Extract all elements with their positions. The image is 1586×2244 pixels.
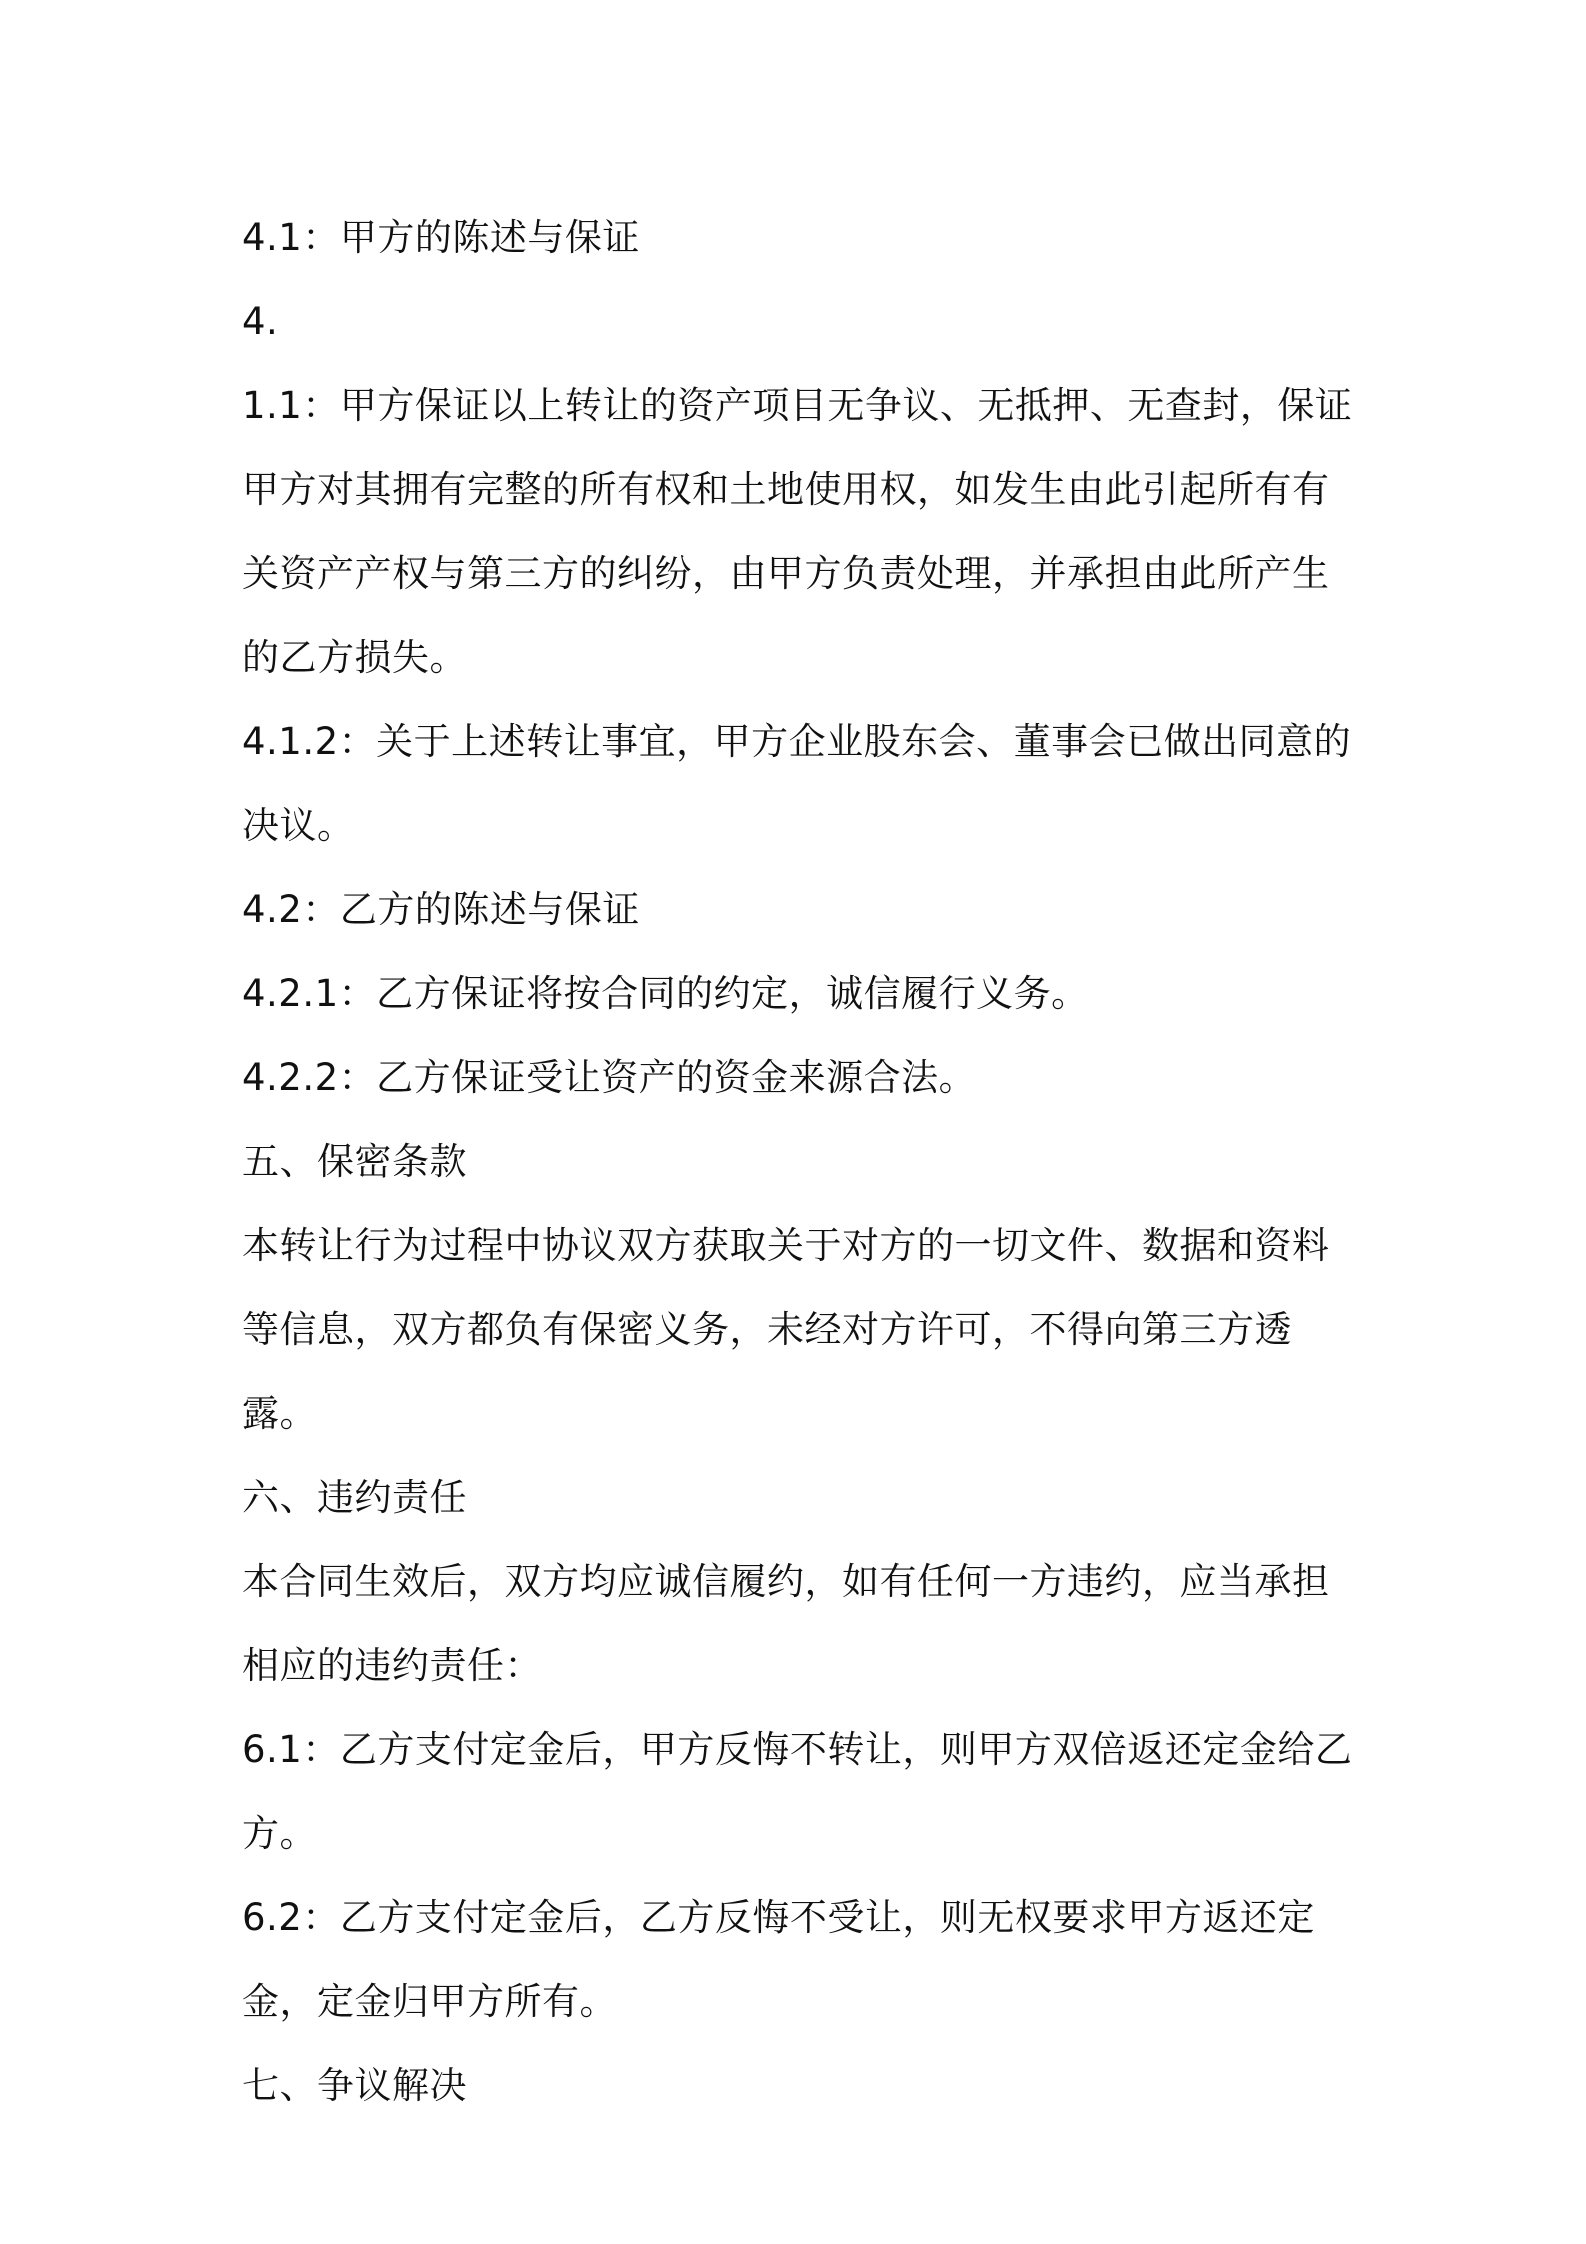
clause-6-2-text: 6.2：乙方支付定金后，乙方反悔不受让，则无权要求甲方返还定金，定金归甲方所有。: [242, 1896, 1315, 2023]
clause-6-1-text: 6.1：乙方支付定金后，甲方反悔不转让，则甲方双倍返还定金给乙方。: [242, 1728, 1353, 1855]
clause-4-1-2-text: 4.1.2：关于上述转让事宜，甲方企业股东会、董事会已做出同意的决议。: [242, 720, 1352, 847]
clause-4-1-heading: 4.1：甲方的陈述与保证: [242, 216, 640, 259]
section-6-text: 本合同生效后，双方均应诚信履约，如有任何一方违约，应当承担相应的违约责任：: [242, 1560, 1330, 1687]
clause-4-2-heading: 4.2：乙方的陈述与保证: [242, 888, 640, 931]
section-5-text: 本转让行为过程中协议双方获取关于对方的一切文件、数据和资料等信息，双方都负有保密义务，未经对方许可，不得向第三方透露。: [242, 1224, 1330, 1435]
section-5-heading: 五、保密条款: [242, 1140, 467, 1183]
section-7-heading: 七、争议解决: [242, 2064, 467, 2107]
clause-1-1-text: 1.1：甲方保证以上转让的资产项目无争议、无抵押、无查封，保证甲方对其拥有完整的所有权和土地使用权，如发生由此引起所有有关资产产权与第三方的纠纷，由甲方负责处理，并承担由此所产生的乙方损失。: [242, 384, 1353, 679]
clause-4-2-1-text: 4.2.1：乙方保证将按合同的约定，诚信履行义务。: [242, 972, 1089, 1015]
clause-4-2-2-text: 4.2.2：乙方保证受让资产的资金来源合法。: [242, 1056, 977, 1099]
clause-number-fragment: 4.: [242, 300, 279, 343]
section-6-heading: 六、违约责任: [242, 1476, 467, 1519]
document-body: [242, 196, 1362, 2128]
